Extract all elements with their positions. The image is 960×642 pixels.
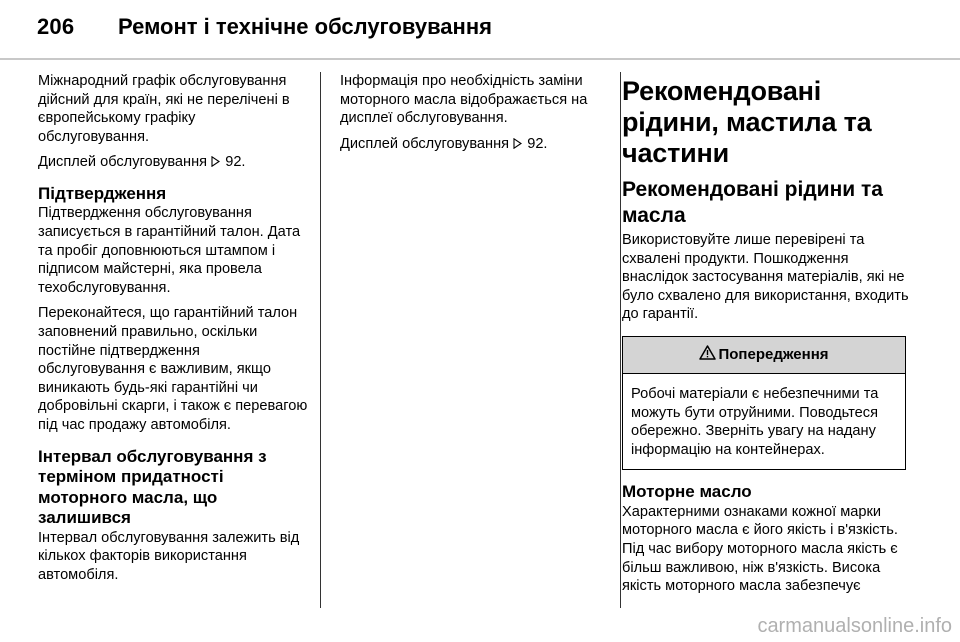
display-reference-page-2[interactable]: 92.	[527, 135, 548, 152]
display-reference	[38, 153, 310, 172]
section-heading: Рекомендовані рідини, мастила та частини	[622, 76, 872, 168]
warning-title: Попередження	[718, 345, 829, 363]
column-3	[622, 76, 912, 603]
interval-paragraph: Інтервал обслуговування залежить від кількох факторів використання автомобіля.	[38, 529, 300, 583]
engine-oil-heading: Моторне масло	[622, 482, 752, 502]
header-divider	[0, 58, 960, 60]
column-divider-1	[320, 72, 321, 608]
engine-oil-paragraph: Характерними ознаками кожної марки моторного масла є його якість і в'язкість. Під час вибору моторного масла якість є більш важливою, ніж в'язкість. Висока якість моторного масла забезпечує	[622, 503, 898, 595]
column-divider-2	[620, 72, 621, 608]
warning-triangle-icon	[699, 345, 718, 366]
column-2	[340, 72, 605, 160]
watermark: carmanualsonline.info	[757, 615, 952, 637]
page-number: 206	[37, 14, 75, 39]
interval-heading: Інтервал обслуговування з терміном придатності моторного масла, що залишився	[38, 446, 267, 528]
page-header	[0, 0, 960, 62]
warning-box	[622, 336, 906, 470]
confirm-paragraph-2: Переконайтеся, що гарантійний талон заповнений правильно, оскільки постійне підтвердження обслуговування є важливим, якщо виникають будь-які гарантійні чи добровільні скарги, і також є перевагою під час продажу автомобіля.	[38, 305, 308, 433]
triangle-reference-icon	[211, 153, 221, 172]
page-title: Ремонт і технічне обслуговування	[118, 14, 492, 39]
intro-paragraph: Міжнародний графік обслуговування дійсний для країн, які не перелічені в європейському графіку обслуговування.	[38, 73, 290, 145]
column-1	[38, 72, 310, 591]
approved-products-paragraph: Використовуйте лише перевірені та схвалені продукти. Пошкодження внаслідок застосування матеріалів, які не було схвалено для використання, входить до гарантії.	[622, 232, 909, 323]
subsection-heading: Рекомендовані рідини та масла	[622, 178, 883, 227]
display-reference-text-2: Дисплей обслуговування	[340, 135, 510, 152]
confirm-paragraph-1: Підтвердження обслуговування записується в гарантійний талон. Дата та пробіг доповнюються штампом і підписом майстерні, яка провела техобслуговування.	[38, 205, 301, 296]
display-reference-2	[340, 135, 605, 154]
display-reference-text: Дисплей обслуговування	[38, 154, 208, 171]
confirm-heading: Підтвердження	[38, 183, 167, 203]
display-reference-page[interactable]: 92.	[225, 154, 246, 171]
oil-change-info: Інформація про необхідність заміни моторного масла відображається на дисплеї обслуговування.	[340, 73, 588, 127]
warning-text: Робочі матеріали є небезпечними та можуть бути отруйними. Поводьтеся обережно. Зверніть увагу на надану інформацію на контейнерах.	[631, 385, 879, 458]
triangle-reference-icon	[513, 135, 523, 154]
warning-header	[623, 337, 905, 374]
